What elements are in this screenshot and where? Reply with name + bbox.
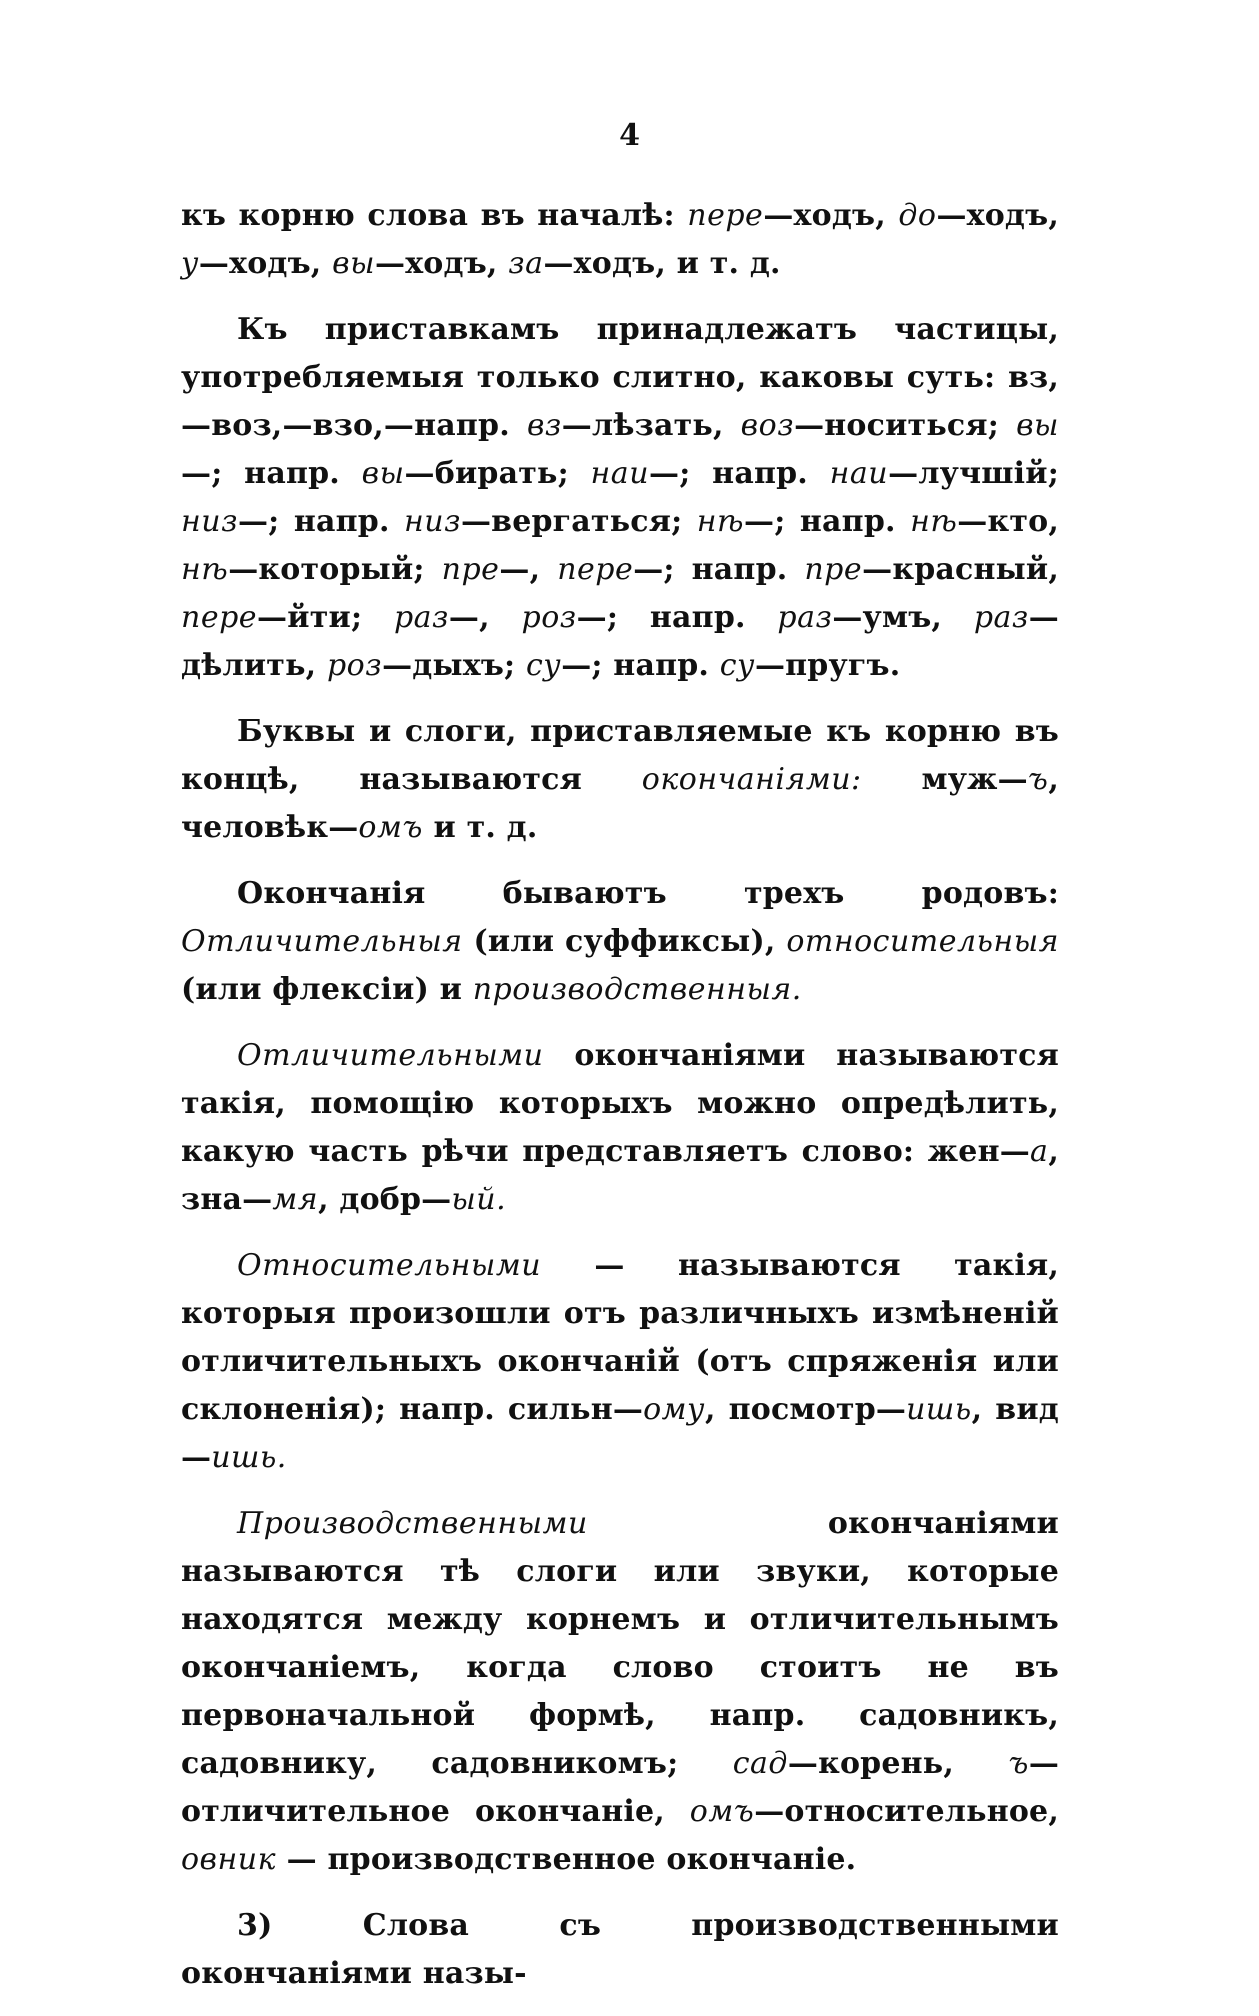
italic-text: относительныя <box>786 924 1059 959</box>
italic-text: раз <box>393 600 449 635</box>
italic-text: нѣ <box>910 504 958 539</box>
italic-text: Относительными <box>237 1248 542 1283</box>
italic-text: низ <box>404 504 461 539</box>
italic-text: вы <box>332 246 376 281</box>
text-run: —бирать; <box>404 456 591 491</box>
text-run: , добр— <box>318 1182 452 1217</box>
paragraph <box>181 708 1059 852</box>
italic-text: вз <box>526 408 562 443</box>
text-run: —; напр. <box>237 504 405 539</box>
italic-text: до <box>898 198 937 233</box>
italic-text: Отличительными <box>237 1038 544 1073</box>
text-run: , человѣк— <box>181 762 1059 845</box>
body-text <box>181 192 1059 2016</box>
text-run: Окончанія бываютъ трехъ родовъ: <box>237 876 1059 911</box>
text-run: , посмотр— <box>704 1392 907 1427</box>
text-run: —; напр. <box>633 552 805 587</box>
italic-text: а <box>1029 1134 1049 1169</box>
text-run: — называются такія, которыя произошли отъ различныхъ измѣненій отличительныхъ окончаній (отъ спряженія или склоненія); напр. сильн— <box>181 1248 1059 1427</box>
text-run: Буквы и слоги, приставляемые къ корню въ концѣ, называются <box>181 714 1059 797</box>
text-run: —дыхъ; <box>382 648 526 683</box>
text-run: —ходъ, <box>198 246 333 281</box>
italic-text: вы <box>1016 408 1059 443</box>
text-run: —; напр. <box>561 648 720 683</box>
text-run: —кто, <box>957 504 1060 539</box>
text-run: (или суффиксы), <box>462 924 787 959</box>
text-run: —умъ, <box>832 600 974 635</box>
italic-text: воз <box>740 408 795 443</box>
italic-text: ъ <box>1027 762 1049 797</box>
italic-text: пре <box>804 552 863 587</box>
italic-text: ому <box>643 1392 705 1427</box>
text-run: Къ приставкамъ принадлежатъ частицы, употребляемыя только слитно, каковы суть: вз,—воз,—взо,—напр. <box>181 312 1059 443</box>
italic-text: ишь <box>906 1392 972 1427</box>
italic-text: мя <box>272 1182 319 1217</box>
italic-text: су <box>525 648 562 683</box>
text-run: —ходъ, <box>763 198 899 233</box>
text-run: —; напр. <box>744 504 911 539</box>
italic-text: низ <box>181 504 238 539</box>
paragraph <box>181 870 1059 1014</box>
paragraph <box>181 306 1059 690</box>
italic-text: овник <box>181 1842 277 1877</box>
italic-text: ъ <box>1008 1746 1029 1781</box>
italic-text: су <box>719 648 755 683</box>
text-run: 3) Слова съ производственными окончаніями назы- <box>181 1908 1059 1991</box>
italic-text: наи <box>829 456 889 491</box>
paragraph <box>181 1242 1059 1482</box>
italic-text: раз <box>973 600 1029 635</box>
italic-text: пере <box>181 600 258 635</box>
text-run: —лѣзать, <box>561 408 741 443</box>
text-run: —отличительное окончаніе, <box>181 1746 1060 1829</box>
text-run: —ходъ, <box>936 198 1059 233</box>
text-run: —ходъ, <box>375 246 509 281</box>
text-run: —ходъ, и т. д. <box>543 246 781 281</box>
italic-text: сад <box>732 1746 788 1781</box>
text-run: , вид— <box>181 1392 1059 1475</box>
italic-text: Отличительныя <box>181 924 463 959</box>
text-run: —, <box>499 552 558 587</box>
paragraph <box>181 1032 1059 1224</box>
italic-text: роз <box>521 600 577 635</box>
italic-text: пре <box>441 552 500 587</box>
italic-text: омъ <box>358 810 423 845</box>
paragraph <box>181 192 1059 288</box>
text-run: къ корню слова въ началѣ: <box>181 198 688 233</box>
paragraph <box>181 1902 1059 1998</box>
italic-text: наи <box>590 456 650 491</box>
italic-text: производственныя. <box>472 972 802 1007</box>
italic-text: Производственными <box>237 1506 588 1541</box>
text-run: —пругъ. <box>754 648 901 683</box>
italic-text: роз <box>326 648 383 683</box>
italic-text: пере <box>557 552 634 587</box>
italic-text: пере <box>687 198 764 233</box>
page-number: 4 <box>619 118 640 153</box>
text-run: , зна— <box>181 1134 1059 1217</box>
text-run: — производственное окончаніе. <box>276 1842 857 1877</box>
italic-text: ый. <box>451 1182 507 1217</box>
italic-text: у <box>181 246 199 281</box>
italic-text: нѣ <box>181 552 229 587</box>
paragraph <box>181 1500 1059 1884</box>
text-run: окончаніями называются такія, помощію которыхъ можно опредѣлить, какую часть рѣчи представляетъ слово: жен— <box>181 1038 1059 1169</box>
text-run: окончаніями называются тѣ слоги или звуки, которые находятся между корнемъ и отличительнымъ окончаніемъ, когда слово стоитъ не въ первоначальной формѣ, напр. садовникъ, садовнику, садовникомъ; <box>181 1506 1059 1781</box>
text-run: —, <box>448 600 522 635</box>
text-run: —дѣлить, <box>181 600 1059 683</box>
italic-text: нѣ <box>696 504 744 539</box>
italic-text: раз <box>777 600 833 635</box>
text-run: (или флексіи) и <box>181 972 473 1007</box>
text-run: —красный, <box>862 552 1059 587</box>
text-run: —йти; <box>257 600 394 635</box>
italic-text: за <box>508 246 544 281</box>
italic-text: вы <box>361 456 405 491</box>
text-run: —; напр. <box>181 456 362 491</box>
text-run: —; напр. <box>649 456 830 491</box>
text-run: —лучшій; <box>888 456 1060 491</box>
text-run: —который; <box>228 552 442 587</box>
italic-text: окончаніями: <box>641 762 862 797</box>
italic-text: омъ <box>689 1794 755 1829</box>
text-run: —; напр. <box>576 600 778 635</box>
text-run: —относительное, <box>754 1794 1059 1829</box>
text-run: и т. д. <box>422 810 538 845</box>
text-run: —корень, <box>787 1746 1009 1781</box>
text-run: —вергаться; <box>460 504 697 539</box>
italic-text: ишь. <box>211 1440 287 1475</box>
text-run: муж— <box>861 762 1028 797</box>
text-run: —носиться; <box>794 408 1017 443</box>
